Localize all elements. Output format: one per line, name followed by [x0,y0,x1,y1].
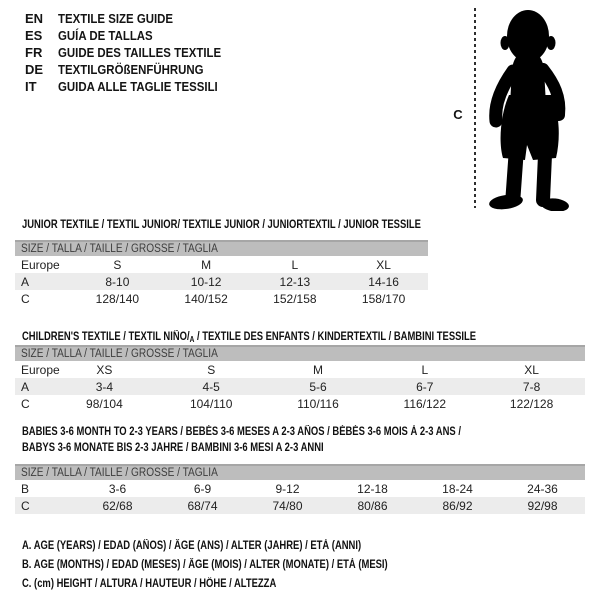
table-row-age-years: A 3-4 4-5 5-6 6-7 7-8 [15,378,585,395]
children-size-table [15,345,585,412]
children-table-title: CHILDREN'S TEXTILE / TEXTIL NIÑO/$_A$ / TEXTILE DES ENFANTS / KINDERTEXTIL / BAMBINI TESSILE [22,331,477,344]
table-row-europe: Europe XS S M L XL [15,361,585,378]
table-row-age-years: A 8-10 10-12 12-13 14-16 [15,273,428,290]
language-row-it [25,78,243,95]
language-code: FR [25,45,43,60]
toddler-silhouette-icon [478,5,600,211]
language-title-list [25,10,243,95]
row-label: C [21,291,30,306]
height-dashed-line [474,8,476,208]
language-row-fr [25,44,243,61]
language-title: GUIDA ALLE TAGLIE TESSILI [58,79,218,94]
size-header-bar: SIZE / TALLA / TAILLE / GRÖSSE / TAGLIA [15,345,585,361]
height-label-c: C [453,107,463,122]
footnote-height-cm: C. (cm) HEIGHT / ALTURA / HAUTEUR / HÖHE / ALTEZZA [22,577,277,590]
table-row-europe: Europe S M L XL [15,256,428,273]
size-header-bar: SIZE / TALLA / TAILLE / GRÖSSE / TAGLIA [15,464,585,480]
language-row-de [25,61,243,78]
row-label: A [21,379,30,394]
language-row-en [25,10,243,27]
row-label: C [21,498,30,513]
language-title: GUIDE DES TAILLES TEXTILE [58,45,222,60]
junior-table-title: JUNIOR TEXTILE / TEXTIL JUNIOR/ TEXTILE JUNIOR / JUNIORTEXTIL / JUNIOR TESSILE [22,219,421,231]
row-label: B [21,481,30,496]
row-label: A [21,274,30,289]
table-row-age-months: B 3-6 6-9 9-12 12-18 18-24 24-36 [15,480,585,497]
junior-size-table [15,240,428,307]
row-label: Europe [21,257,60,272]
footnote-age-years: A. AGE (YEARS) / EDAD (AÑOS) / ÂGE (ANS) / ALTER (JAHRE) / ETÀ (ANNI) [22,539,362,552]
language-title: GUÍA DE TALLAS [58,28,153,43]
language-row-es [25,27,243,44]
babies-size-table [15,464,585,514]
language-code: EN [25,11,44,26]
table-row-height-cm: C 62/68 68/74 74/80 80/86 86/92 92/98 [15,497,585,514]
language-code: ES [25,28,43,43]
footnote-age-months: B. AGE (MONTHS) / EDAD (MESES) / ÂGE (MOIS) / ALTER (MONATE) / ETÀ (MESI) [22,558,388,571]
row-label: C [21,396,30,411]
language-title: TEXTILGRÖßENFÜHRUNG [58,62,204,77]
language-title: TEXTILE SIZE GUIDE [58,11,174,26]
row-label: Europe [21,362,60,377]
language-code: IT [25,79,37,94]
size-header-bar: SIZE / TALLA / TAILLE / GRÖSSE / TAGLIA [15,240,428,256]
legend-footnotes [22,536,468,593]
babies-table-title: BABIES 3-6 MONTH TO 2-3 YEARS / BEBÉS 3-6 MESES A 2-3 AÑOS / BÉBÉS 3-6 MOIS À 2-3 ANS / BABYS 3-6 MONATE BIS 2-3 JAHRE / BAMBINI 3-6 MESI A 2-3 ANNI [22,426,461,454]
table-row-height-cm: C 98/104 104/110 110/116 116/122 122/128 [15,395,585,412]
table-row-height-cm: C 128/140 140/152 152/158 158/170 [15,290,428,307]
language-code: DE [25,62,44,77]
